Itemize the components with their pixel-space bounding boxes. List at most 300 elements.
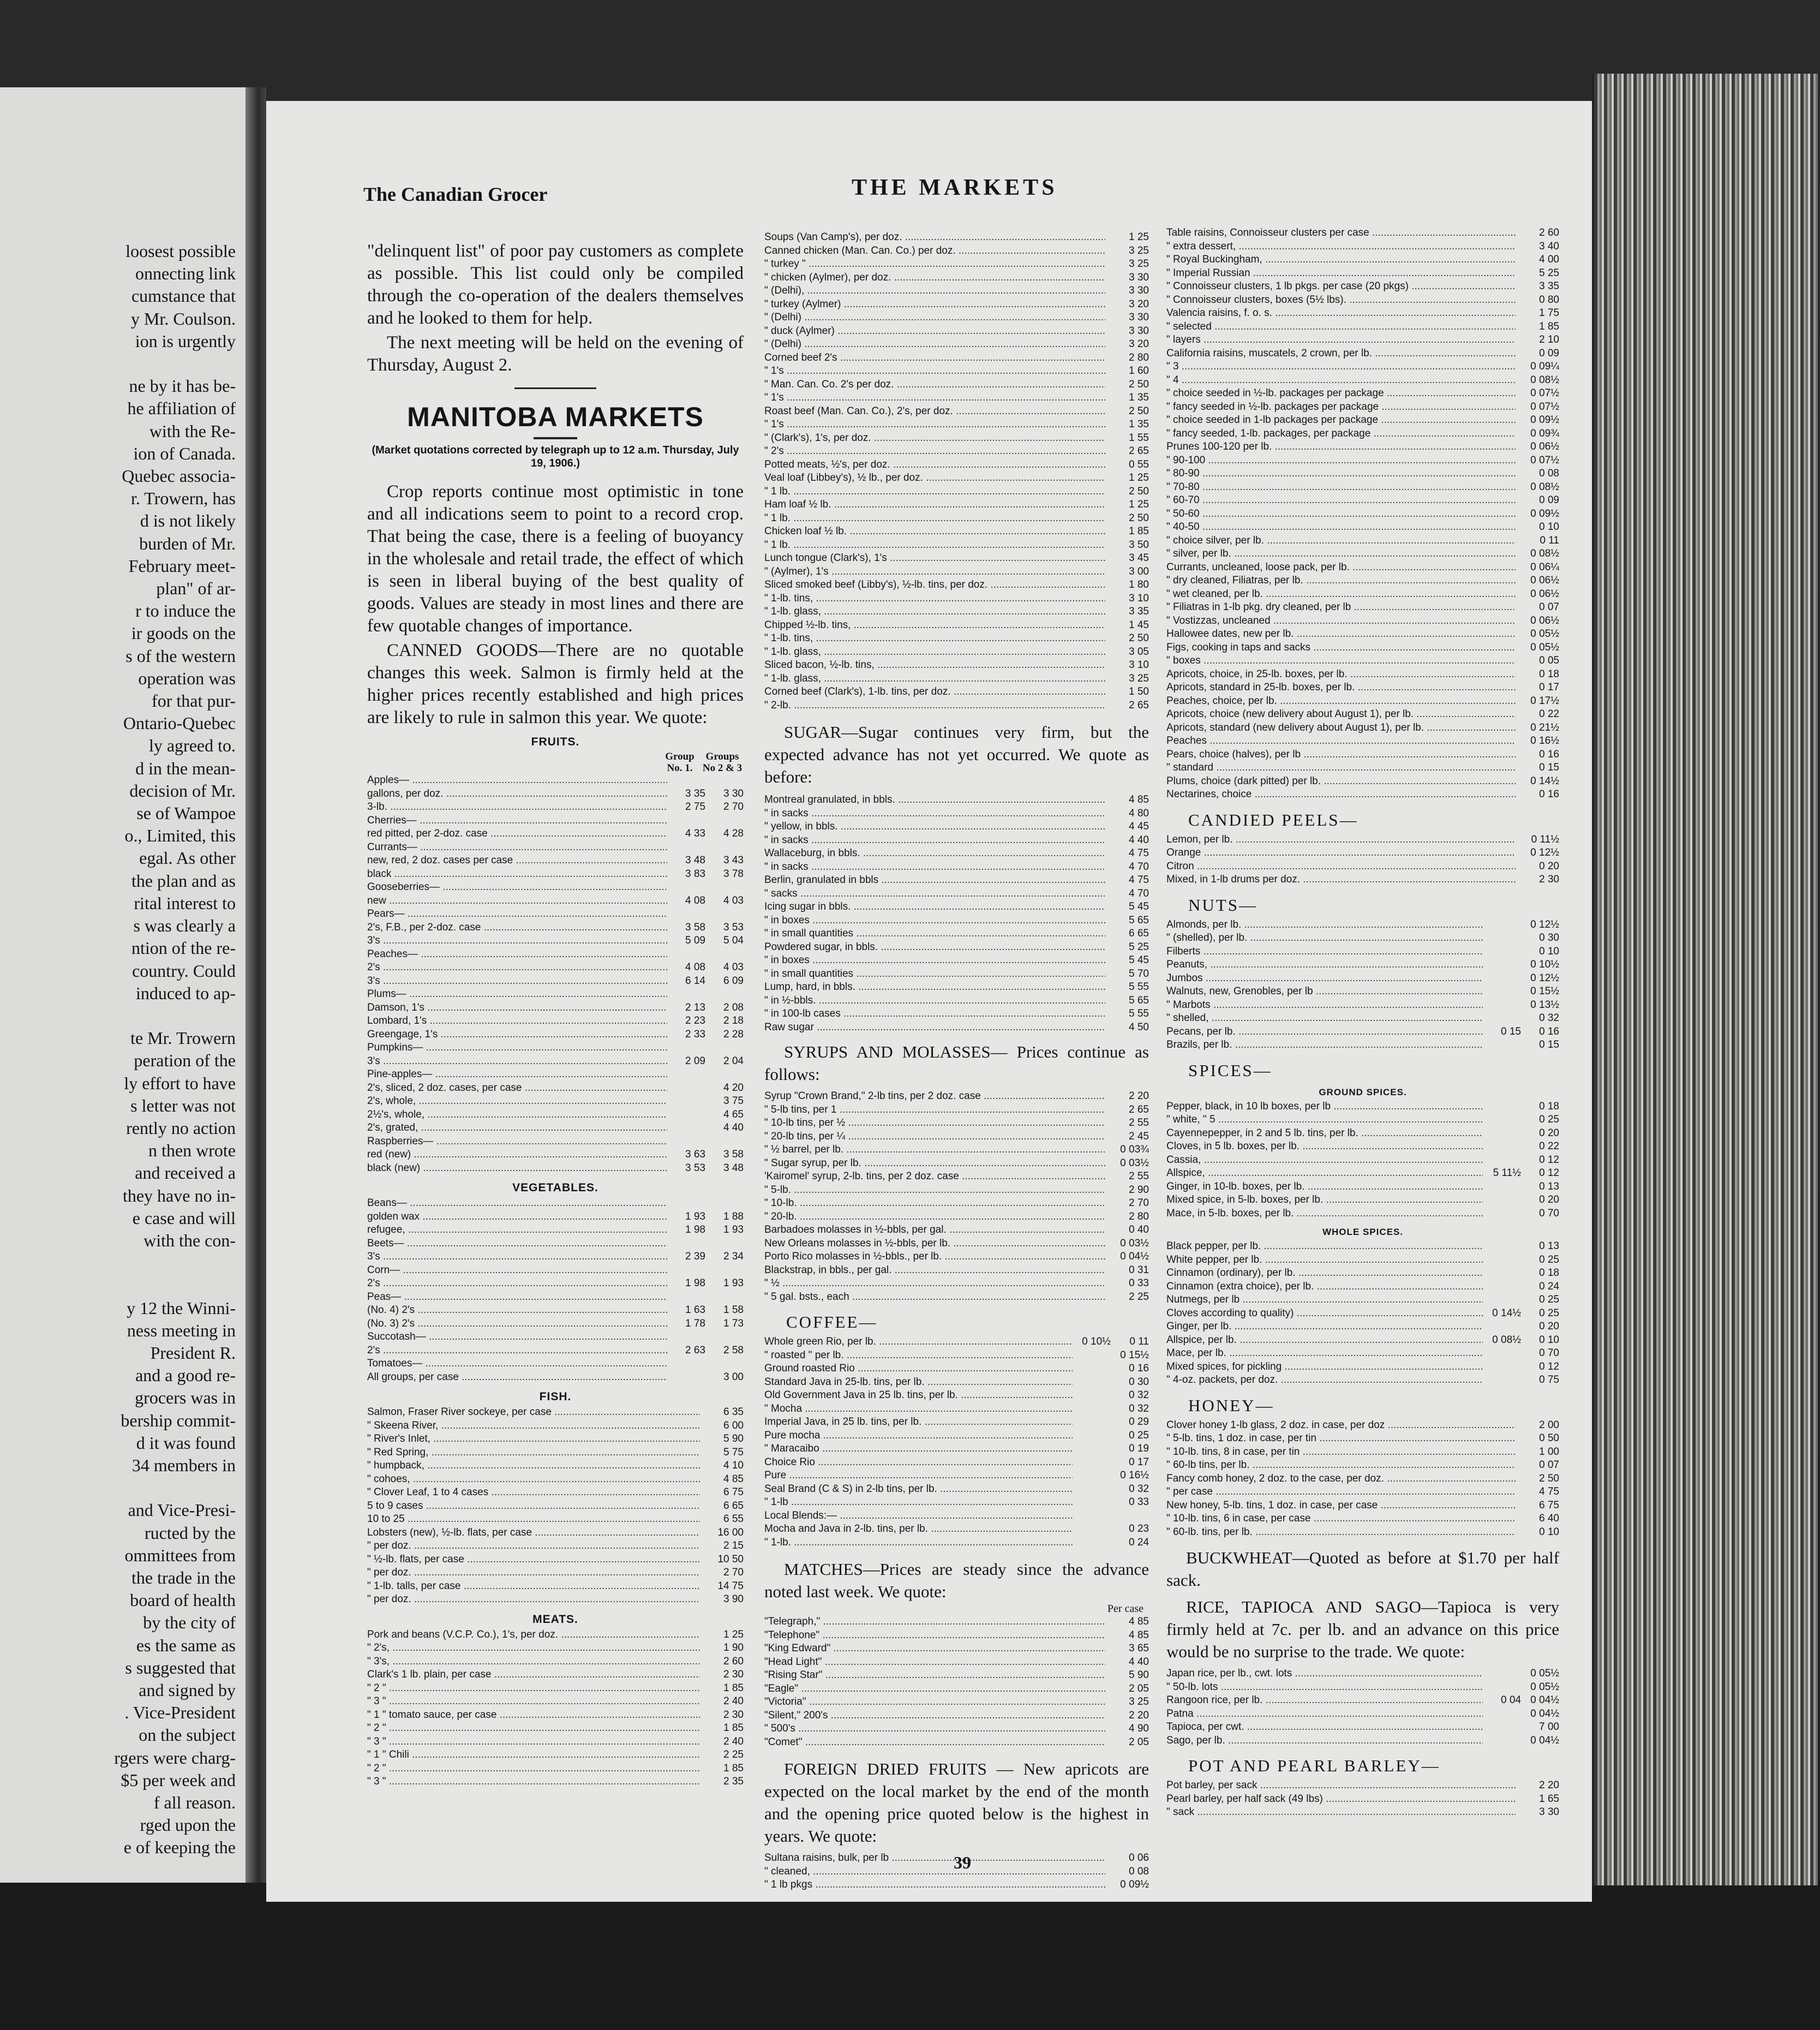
item-label: All groups, per case ..... (367, 1371, 667, 1384)
price-row (764, 1483, 1149, 1496)
price-value: 3 48 (723, 1162, 744, 1174)
left-page-line: by the city of (143, 1613, 236, 1633)
price-value: 3 25 (1129, 672, 1149, 684)
price-value (1073, 1362, 1111, 1376)
price-value: 5 65 (1129, 994, 1149, 1006)
price-value: 2 30 (723, 1709, 744, 1721)
item-label: (No. 4) 2's ..... (367, 1304, 667, 1317)
price-row (1166, 253, 1559, 267)
price-value (705, 907, 744, 921)
price-value: 2 15 (723, 1540, 744, 1551)
price-value: 3 48 (685, 855, 705, 866)
price-value: 2 05 (1129, 1736, 1149, 1748)
ground-spices-heading: GROUND SPICES. (1319, 1086, 1407, 1097)
price-row (764, 485, 1149, 499)
price-row (1166, 1721, 1559, 1734)
price-row (367, 1068, 744, 1082)
price-row (764, 1402, 1149, 1416)
price-value: 0 24 (1539, 1280, 1559, 1292)
price-row (367, 1539, 744, 1553)
item-label: Lemon, per lb. ..... (1166, 833, 1516, 847)
left-page-line (0, 1005, 240, 1027)
price-value: 1 25 (1129, 231, 1149, 243)
item-label: Sliced bacon, ½-lb. tins, ..... (764, 659, 1105, 672)
price-value (1073, 1416, 1111, 1429)
price-row (1166, 614, 1559, 628)
item-label: " Maracaibo ..... (764, 1442, 1073, 1456)
item-label: " in sacks ..... (764, 834, 1105, 847)
price-row (1166, 1512, 1559, 1526)
item-label: " 40-50 ..... (1166, 521, 1516, 534)
item-label: Pears— ..... (367, 907, 667, 921)
price-value: 2 23 (685, 1015, 705, 1026)
price-value: 6 65 (1129, 928, 1149, 939)
item-label: " 3 " ..... (367, 1775, 700, 1789)
price-row (1166, 1707, 1559, 1721)
price-row (764, 258, 1149, 271)
price-value (705, 841, 744, 855)
intro-paragraph-1: "delinquent list" of poor pay customers as complete as possible. This list could only be compiled through the co-operation of the dealers themselves and he looked to them for help. (367, 241, 744, 328)
price-value (1073, 1349, 1111, 1363)
item-label: Berlin, granulated in bbls ..... (764, 874, 1105, 887)
item-label: " 3's, ..... (367, 1655, 700, 1669)
meats-table (367, 1628, 744, 1789)
price-value: 0 25 (1539, 1114, 1559, 1125)
item-label: " chicken (Aylmer), per doz. ..... (764, 271, 1105, 285)
group-2-3-header: Groups No 2 & 3 (702, 751, 743, 774)
price-value: 0 08 (1539, 468, 1559, 479)
price-value: 0 15 (1501, 1025, 1521, 1037)
left-page-line: d in the mean- (135, 758, 236, 778)
item-label: " Royal Buckingham, ..... (1166, 253, 1516, 267)
item-label: " layers ..... (1166, 333, 1516, 347)
item-label: " 1-lb. tins, ..... (764, 592, 1105, 606)
price-row (1166, 534, 1559, 548)
price-value: 0 25 (1539, 1307, 1559, 1319)
item-label: " in 100-lb cases ..... (764, 1007, 1105, 1021)
left-page-line: se of Wampoe (136, 803, 236, 823)
price-row (1166, 1154, 1559, 1167)
price-row (367, 854, 744, 868)
item-label: " yellow, in bbls. ..... (764, 820, 1105, 834)
left-page-line (0, 353, 240, 375)
price-value: 1 35 (1129, 392, 1149, 403)
price-row (1166, 761, 1559, 775)
price-row (367, 1264, 744, 1277)
price-value: 2 45 (1129, 1130, 1149, 1142)
price-row (367, 1344, 744, 1358)
price-row (367, 1419, 744, 1433)
price-value (705, 1135, 744, 1149)
price-row (1166, 1012, 1559, 1025)
left-page-line: ir goods on the (131, 623, 236, 643)
item-label: " 1-lb. ..... (764, 1536, 1073, 1550)
price-value: 3 10 (1129, 592, 1149, 604)
price-value: 1 73 (723, 1317, 744, 1329)
price-row (764, 365, 1149, 378)
item-label: Cayennepepper, in 2 and 5 lb. tins, per lb. ..... (1166, 1127, 1483, 1141)
fish-heading: FISH. (539, 1390, 572, 1403)
price-row (1166, 374, 1559, 387)
price-value: 2 33 (685, 1028, 705, 1040)
price-value: 4 65 (723, 1108, 744, 1120)
left-page-line: Ontario-Quebec (123, 713, 236, 733)
item-label: "Head Light" ..... (764, 1656, 1105, 1669)
dried-fruits-paragraph: FOREIGN DRIED FRUITS — New apricots are expected on the local market by the end of the month and the opening price quoted below is the highest in years. We quote: (764, 1759, 1149, 1846)
price-value: 2 50 (1129, 378, 1149, 390)
syrups-table (764, 1090, 1149, 1304)
item-label: Tomatoes— ..... (367, 1357, 667, 1371)
price-value: 0 04 (1501, 1694, 1521, 1706)
price-value (705, 1237, 744, 1251)
price-row (764, 325, 1149, 338)
item-label: " 3 ..... (1166, 360, 1516, 374)
price-row (1166, 641, 1559, 655)
price-value: 2 50 (1129, 485, 1149, 497)
price-row (367, 988, 744, 1001)
price-value (1483, 1293, 1521, 1307)
price-row (764, 498, 1149, 512)
price-row (764, 1695, 1149, 1709)
item-label: Orange ..... (1166, 846, 1516, 860)
price-value (1483, 999, 1521, 1012)
price-value: 0 20 (1539, 860, 1559, 872)
item-label: " wet cleaned, per lb. ..... (1166, 588, 1516, 601)
item-label: Pears, choice (halves), per lb ..... (1166, 748, 1516, 762)
price-value: 2 40 (723, 1695, 744, 1707)
price-value: 0 14½ (1530, 775, 1559, 787)
item-label: refugee, ..... (367, 1223, 667, 1237)
price-value: 0 31 (1129, 1264, 1149, 1276)
price-value (1483, 1140, 1521, 1154)
left-page-line: e of keeping the (123, 1837, 236, 1858)
item-label: " ½ barrel, per lb. ..... (764, 1143, 1105, 1157)
price-value: 3 25 (1129, 244, 1149, 256)
price-value: 1 65 (1539, 1793, 1559, 1805)
price-value: 2 70 (723, 801, 744, 813)
price-value (1483, 1253, 1521, 1267)
price-row (764, 311, 1149, 325)
item-label: " in sacks ..... (764, 807, 1105, 821)
price-value: 0 05½ (1530, 628, 1559, 640)
price-value (705, 1068, 744, 1082)
item-label: California raisins, muscatels, 2 crown, per lb. ..... (1166, 347, 1516, 361)
price-value: 0 18 (1539, 1267, 1559, 1279)
item-label: " 5-lb. ..... (764, 1184, 1105, 1197)
price-row (764, 298, 1149, 312)
item-label: Potted meats, ½'s, per doz. ..... (764, 458, 1105, 472)
item-label: Apricots, standard in 25-lb. boxes, per lb. ..... (1166, 681, 1516, 695)
price-value: 0 03½ (1120, 1237, 1149, 1249)
price-value: 3 58 (685, 921, 705, 933)
price-value: 0 04½ (1530, 1734, 1559, 1746)
price-row (367, 1237, 744, 1251)
price-row (367, 1041, 744, 1055)
price-value (1483, 1100, 1521, 1114)
price-value: 3 90 (723, 1593, 744, 1605)
price-row (367, 1223, 744, 1237)
price-row (367, 1695, 744, 1709)
left-page-line: Quebec associa- (122, 466, 236, 486)
price-value: 4 08 (685, 962, 705, 973)
price-row (1166, 481, 1559, 494)
price-row (1166, 721, 1559, 735)
price-row (764, 887, 1149, 901)
item-label: " ½-lb. flats, per case ..... (367, 1553, 700, 1567)
price-row (764, 1210, 1149, 1224)
left-page-line: burden of Mr. (139, 533, 236, 553)
price-row (1166, 561, 1559, 575)
price-value: 3 53 (685, 1162, 705, 1174)
item-label: " cohoes, ..... (367, 1473, 700, 1486)
price-value: 0 10½ (1530, 959, 1559, 970)
price-value: 4 85 (1129, 1616, 1149, 1627)
price-value: 0 21½ (1530, 721, 1559, 733)
price-value: 1 85 (1129, 526, 1149, 537)
item-label: " River's Inlet, ..... (367, 1432, 700, 1446)
price-value: 10 50 (717, 1553, 744, 1565)
item-label: (No. 3) 2's ..... (367, 1317, 667, 1331)
price-row (1166, 1459, 1559, 1472)
price-value: 2 30 (1539, 874, 1559, 885)
item-label: " fancy seeded, 1-lb. packages, per package ..... (1166, 427, 1516, 441)
item-label: Standard Java in 25-lb. tins, per lb. ..... (764, 1376, 1073, 1389)
price-value: 0 06½ (1530, 441, 1559, 452)
price-value (1073, 1402, 1111, 1416)
item-label: " dry cleaned, Filiatras, per lb. ..... (1166, 574, 1516, 588)
title-rule (534, 437, 577, 439)
price-value: 4 70 (1129, 861, 1149, 873)
price-value: 2 90 (1129, 1184, 1149, 1196)
price-value: 0 06 (1129, 1852, 1149, 1864)
syrups-paragraph: SYRUPS AND MOLASSES— Prices continue as follows: (764, 1042, 1149, 1084)
left-page-line: and received a (135, 1163, 236, 1183)
price-value: 3 50 (1129, 539, 1149, 551)
price-value: 5 09 (685, 935, 705, 946)
item-label: 2's, sliced, 2 doz. cases, per case ..... (367, 1082, 667, 1095)
price-row (1166, 735, 1559, 748)
price-row (764, 1496, 1149, 1509)
price-value: 0 10 (1539, 1334, 1559, 1346)
fish-table (367, 1406, 744, 1607)
price-value: 0 09¼ (1530, 361, 1559, 372)
price-row (367, 1108, 744, 1122)
price-row (764, 351, 1149, 365)
left-page-line: y 12 the Winni- (127, 1298, 236, 1318)
item-label: " 5-lb. tins, 1 doz. in case, per tin ..... (1166, 1432, 1516, 1446)
price-value: 6 09 (723, 975, 744, 987)
price-value: 0 11 (1129, 1336, 1149, 1347)
price-row (764, 1429, 1149, 1443)
item-label: Corned beef (Clark's), 1-lb. tins, per doz. ..... (764, 685, 1105, 699)
item-label: Pure mocha ..... (764, 1429, 1073, 1443)
price-value: 2 28 (723, 1028, 744, 1040)
item-label: " 2-lb. ..... (764, 699, 1105, 713)
item-label: Chicken loaf ½ lb. ..... (764, 525, 1105, 539)
item-label: " 1-lb. glass, ..... (764, 646, 1105, 659)
item-label: " 500's ..... (764, 1722, 1105, 1736)
item-label: " (Delhi) ..... (764, 338, 1105, 351)
price-value: 1 93 (685, 1210, 705, 1222)
price-value (667, 1108, 705, 1122)
item-label: " 20-lb. ..... (764, 1210, 1105, 1224)
price-row (764, 565, 1149, 579)
price-value (705, 988, 744, 1001)
item-label: " 1-lb. talls, per case ..... (367, 1580, 700, 1593)
price-value (667, 1264, 705, 1277)
coffee-heading: COFFEE— (786, 1312, 878, 1332)
left-page-line: e case and will (132, 1208, 236, 1228)
price-row (764, 1878, 1149, 1892)
price-value: 3 45 (1129, 552, 1149, 564)
item-label: 10 to 25 ..... (367, 1513, 700, 1526)
left-page-line: s letter was not (130, 1095, 236, 1115)
item-label: " 2's, ..... (367, 1641, 700, 1655)
price-value: 0 30 (1129, 1376, 1149, 1388)
item-label: Roast beef (Man. Can. Co.), 2's, per doz. ..... (764, 405, 1105, 419)
item-label: Seal Brand (C & S) in 2-lb tins, per lb. ..... (764, 1483, 1073, 1496)
item-label: Veal loaf (Libbey's), ½ lb., per doz. ..... (764, 471, 1105, 485)
item-label: " Mocha ..... (764, 1402, 1073, 1416)
price-value: 0 16½ (1530, 735, 1559, 747)
price-value: 3 25 (1129, 1696, 1149, 1707)
item-label: Chipped ½-lb. tins, ..... (764, 619, 1105, 632)
item-label: " choice seeded in ½-lb. packages per package ..... (1166, 387, 1516, 401)
left-page-fragment (0, 87, 247, 1883)
price-row (764, 284, 1149, 298)
price-row (367, 1148, 744, 1162)
price-value: 5 90 (1129, 1669, 1149, 1681)
price-value: 2 13 (685, 1001, 705, 1013)
item-label: Imperial Java, in 25 lb. tins, per lb. ..... (764, 1416, 1073, 1429)
left-page-line: decision of Mr. (129, 780, 236, 801)
column-2 (764, 231, 1149, 1892)
masthead: The Canadian Grocer (363, 183, 548, 205)
item-label: Ground roasted Rio ..... (764, 1362, 1073, 1376)
price-row (1166, 1280, 1559, 1294)
price-value: 0 18 (1539, 668, 1559, 680)
price-value (667, 1068, 705, 1082)
price-value: 0 13½ (1530, 999, 1559, 1011)
left-page-line: $5 per week and (121, 1770, 236, 1790)
price-value (1483, 1113, 1521, 1127)
price-value: 0 09 (1539, 347, 1559, 359)
price-row (1166, 1025, 1559, 1039)
price-row (1166, 1100, 1559, 1114)
price-value: 0 17 (1129, 1456, 1149, 1468)
item-label: " 10-lb tins, per ½ ..... (764, 1116, 1105, 1130)
left-page-line: ness meeting in (127, 1320, 236, 1340)
item-label: black ..... (367, 868, 667, 881)
price-row (1166, 846, 1559, 860)
price-value: 0 07 (1539, 1459, 1559, 1471)
item-label: Hallowee dates, new per lb. ..... (1166, 628, 1516, 641)
item-label: " 2 " ..... (367, 1682, 700, 1695)
price-value: 4 40 (1129, 1656, 1149, 1668)
item-label: Whole green Rio, per lb. ..... (764, 1335, 1073, 1349)
item-label: Mace, per lb. ..... (1166, 1347, 1483, 1360)
left-page-line (0, 1252, 240, 1274)
price-row (764, 525, 1149, 539)
price-row (1166, 918, 1559, 932)
price-value: 4 10 (723, 1460, 744, 1471)
price-row (764, 793, 1149, 807)
sugar-table (764, 793, 1149, 1034)
item-label: Lump, hard, in bbls. ..... (764, 981, 1105, 994)
price-value (705, 1264, 744, 1277)
price-row (1166, 1207, 1559, 1221)
price-value: 0 12 (1539, 1167, 1559, 1179)
price-value (705, 1041, 744, 1055)
price-value (1483, 1360, 1521, 1374)
price-row (764, 391, 1149, 405)
price-row (764, 1130, 1149, 1144)
price-row (1166, 788, 1559, 802)
left-page-line: country. Could (132, 960, 236, 981)
price-value: 0 25 (1539, 1294, 1559, 1305)
price-value: 2 60 (723, 1655, 744, 1667)
left-page-line: r to induce the (135, 601, 236, 621)
left-page-line: President R. (150, 1342, 236, 1363)
price-value: 0 16 (1539, 1025, 1559, 1037)
price-value: 2 04 (723, 1055, 744, 1067)
price-value: 6 35 (723, 1406, 744, 1418)
price-value: 6 40 (1539, 1513, 1559, 1524)
item-label: Canned chicken (Man. Can. Co.) per doz. ..... (764, 244, 1105, 258)
price-value: 1 90 (723, 1642, 744, 1653)
price-value: 2 75 (685, 801, 705, 813)
item-label: " 4 ..... (1166, 374, 1516, 387)
left-page-line: he affiliation of (127, 398, 236, 419)
price-row (764, 685, 1149, 699)
price-value (1483, 1154, 1521, 1167)
price-value (1073, 1442, 1111, 1456)
price-value (1483, 1012, 1521, 1025)
price-value (1483, 932, 1521, 945)
item-label: " turkey " ..... (764, 258, 1105, 271)
item-label: " 1 lb. ..... (764, 539, 1105, 552)
price-value: 0 15½ (1530, 986, 1559, 997)
honey-heading: HONEY— (1188, 1395, 1274, 1415)
price-value: 5 90 (723, 1433, 744, 1444)
price-value: 1 55 (1129, 432, 1149, 444)
item-label: " 5-lb tins, per 1 ..... (764, 1103, 1105, 1117)
price-value: 3 30 (1129, 325, 1149, 337)
item-label: Valencia raisins, f. o. s. ..... (1166, 307, 1516, 320)
price-value: 2 34 (723, 1251, 744, 1262)
price-row (764, 432, 1149, 445)
item-label: Cloves, in 5 lb. boxes, per lb. ..... (1166, 1140, 1483, 1154)
price-row (1166, 267, 1559, 280)
left-page-line: ly effort to have (124, 1073, 236, 1093)
price-value: 4 90 (1129, 1723, 1149, 1734)
item-label: Rangoon rice, per lb. ..... (1166, 1694, 1483, 1707)
item-label: 2½'s, whole, ..... (367, 1108, 667, 1122)
price-value (1483, 958, 1521, 972)
price-row (1166, 1446, 1559, 1459)
price-value: 2 65 (1129, 445, 1149, 457)
price-value: 0 16½ (1120, 1470, 1149, 1481)
price-value (1073, 1483, 1111, 1496)
price-row (367, 1082, 744, 1095)
price-value: 0 16 (1539, 789, 1559, 800)
item-label: " 5 gal. bsts., each ..... (764, 1291, 1105, 1304)
price-value (1483, 1721, 1521, 1734)
price-value: 0 08½ (1530, 374, 1559, 386)
item-label: Lobsters (new), ½-lb. flats, per case ..... (367, 1526, 700, 1540)
item-label: " in small quantities ..... (764, 927, 1105, 941)
price-value: 0 70 (1539, 1207, 1559, 1219)
